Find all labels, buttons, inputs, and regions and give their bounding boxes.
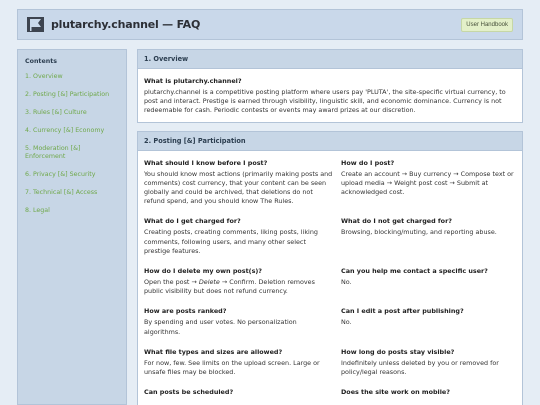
faq-answer: By spending and user votes. No personalization algorithms. xyxy=(144,318,297,336)
faq-question: What do I not get charged for? xyxy=(341,217,452,226)
sidebar-item-currency[interactable]: 4. Currency [&] Economy xyxy=(25,127,105,134)
faq-item xyxy=(341,348,527,377)
faq-question: Can you help me contact a specific user? xyxy=(341,267,488,276)
sidebar-item-legal[interactable]: 8. Legal xyxy=(25,207,50,214)
faq-answer: Create an account → Buy currency → Compose text or upload media → Weight post cost → Submit at acknowledged cost. xyxy=(341,169,514,197)
page-header xyxy=(17,9,523,40)
section-heading: 1. Overview xyxy=(138,50,522,69)
sidebar-item-privacy[interactable]: 6. Privacy [&] Security xyxy=(25,171,96,178)
faq-answer xyxy=(144,278,333,296)
faq-item xyxy=(144,159,333,207)
flag-icon xyxy=(27,17,44,32)
faq-answer: No. xyxy=(341,318,352,327)
section-posting xyxy=(137,131,523,405)
faq-item xyxy=(341,388,527,399)
faq-question: Does the site work on mobile? xyxy=(341,388,450,397)
faq-question: How are posts ranked? xyxy=(144,307,227,316)
sidebar-title: Contents xyxy=(25,58,57,65)
faq-item xyxy=(144,307,333,336)
faq-question: Can I edit a post after publishing? xyxy=(341,307,464,316)
section-heading: 2. Posting [&] Participation xyxy=(138,132,522,151)
faq-item xyxy=(144,267,333,296)
faq-item xyxy=(341,267,527,296)
user-handbook-button[interactable]: User Handbook xyxy=(461,18,513,32)
delete-action-label: Delete xyxy=(198,278,220,287)
faq-question: How do I post? xyxy=(341,158,395,167)
section-overview xyxy=(137,49,523,123)
sidebar-contents xyxy=(17,49,127,405)
faq-answer: You should know most actions (primarily making posts and comments) cost currency, that your content can be seen globally and could be archived, that deletions do not refund spend, and you should know The Rules. xyxy=(144,169,333,206)
sidebar-item-moderation[interactable]: 5. Moderation [&] Enforcement xyxy=(25,145,81,160)
faq-item xyxy=(341,217,527,256)
faq-item xyxy=(144,217,333,256)
faq-item xyxy=(341,159,527,207)
faq-question: What do I get charged for? xyxy=(144,217,241,226)
faq-answer: For now, few. See limits on the upload screen. Large or unsafe files may be blocked. xyxy=(144,358,320,377)
faq-answer: plutarchy.channel is a competitive posting platform where users pay 'PLUTA', the site-specific virtual currency, to post and interact. Prestige is earned through visibility, linguistic skill, and economic dominance. Currency is not redeemable for cash. Periodic contests or events may award prizes at our discretion. xyxy=(144,88,506,115)
faq-question: What is plutarchy.channel? xyxy=(144,77,242,85)
faq-question: How long do posts stay visible? xyxy=(341,347,455,356)
sidebar-item-posting[interactable]: 2. Posting [&] Participation xyxy=(25,91,110,98)
faq-question: Can posts be scheduled? xyxy=(144,388,234,397)
faq-question: What should I know before I post? xyxy=(144,158,268,167)
faq-answer: Browsing, blocking/muting, and reporting abuse. xyxy=(341,228,497,237)
faq-main xyxy=(137,49,523,405)
faq-answer: No. xyxy=(341,278,352,287)
faq-item xyxy=(144,348,333,377)
sidebar-item-overview[interactable]: 1. Overview xyxy=(25,73,63,80)
answer-text: → Confirm. Deletion removes public visibility but does not refund currency. xyxy=(144,278,315,296)
faq-item xyxy=(341,307,527,336)
faq-answer: Indefinitely unless deleted by you or removed for policy/legal reasons. xyxy=(341,358,499,377)
sidebar-item-technical[interactable]: 7. Technical [&] Access xyxy=(25,189,98,196)
sidebar-item-rules[interactable]: 3. Rules [&] Culture xyxy=(25,109,87,116)
faq-item xyxy=(144,388,333,399)
answer-text: Open the post → xyxy=(144,278,199,287)
page-title: plutarchy.channel — FAQ xyxy=(51,18,201,31)
faq-question: What file types and sizes are allowed? xyxy=(144,347,283,356)
faq-answer: Creating posts, creating comments, liking posts, liking comments, following users, and many other select prestige features. xyxy=(144,228,318,255)
faq-question: How do I delete my own post(s)? xyxy=(144,267,263,276)
